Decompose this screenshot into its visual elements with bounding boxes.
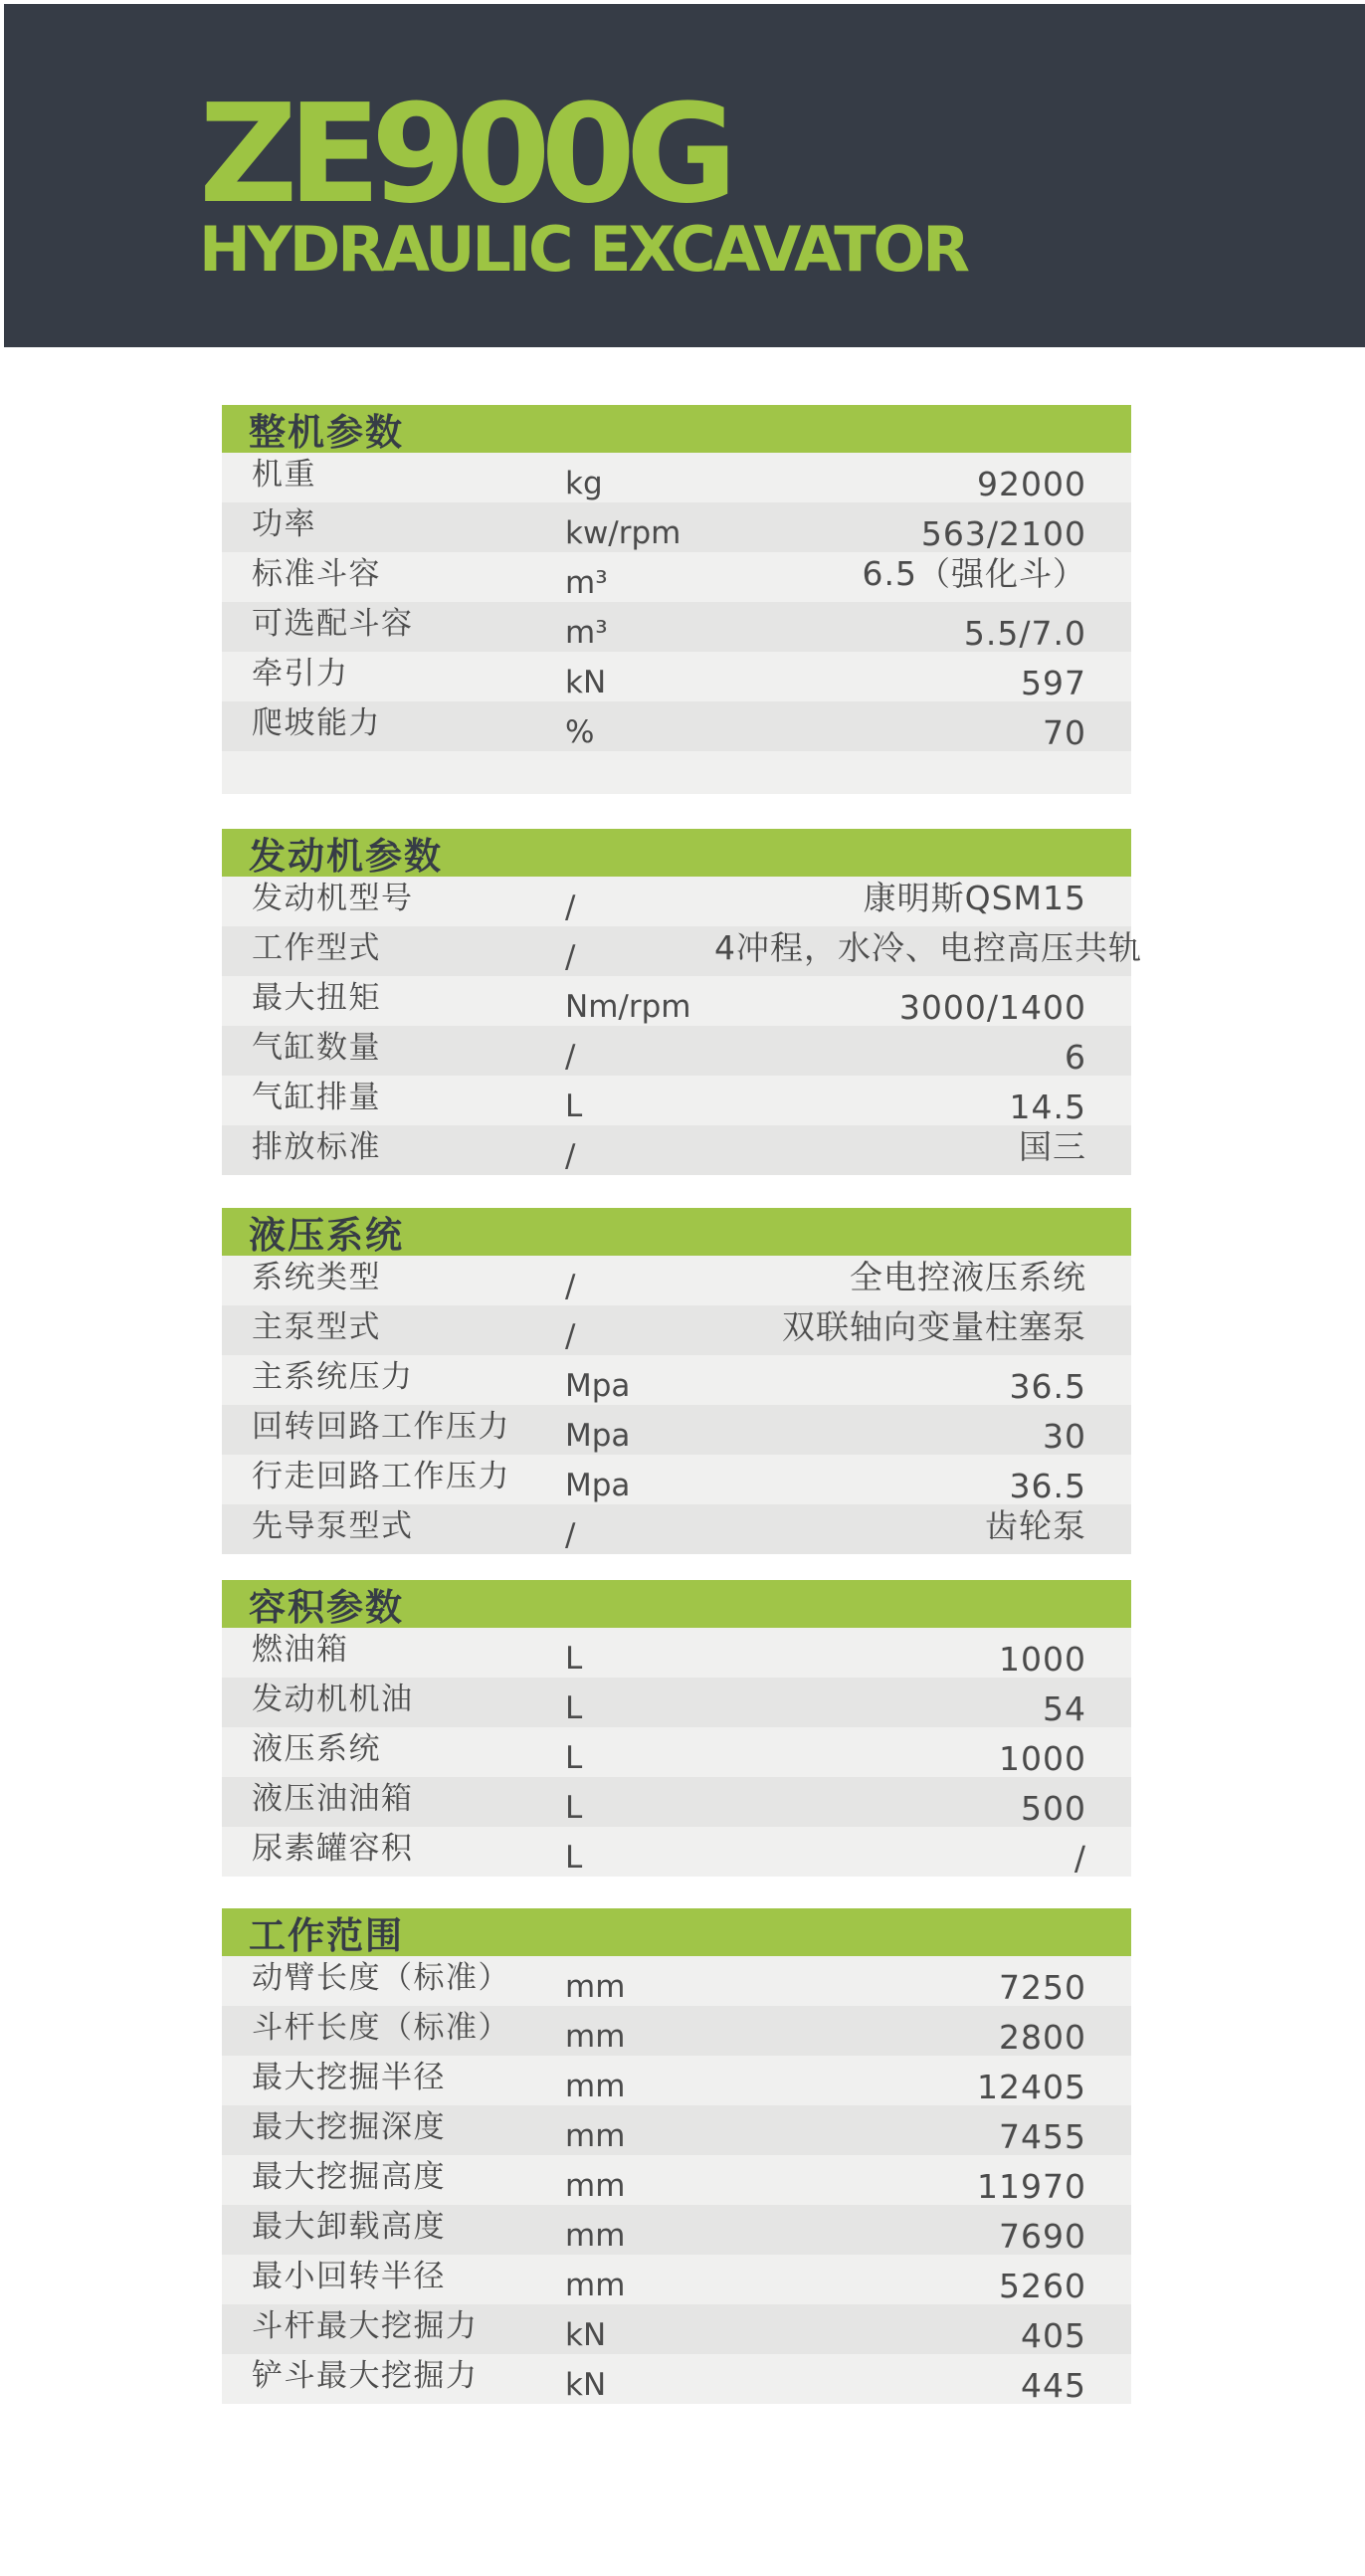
table-row	[222, 2205, 1131, 2255]
spec-value: 445	[1021, 2365, 1086, 2405]
spec-unit: Mpa	[565, 1468, 631, 1503]
spec-unit: m³	[565, 565, 608, 601]
table-row	[222, 1256, 1131, 1305]
spec-value: 36.5	[1009, 1466, 1086, 1505]
table-row	[222, 1727, 1131, 1777]
spec-label: 机重	[252, 456, 316, 493]
table-title: 液压系统	[249, 1214, 404, 1257]
spec-label: 液压油油箱	[252, 1780, 414, 1817]
spec-label: 系统类型	[252, 1259, 381, 1295]
spec-value: 70	[1043, 712, 1086, 752]
spec-label: 燃油箱	[252, 1631, 349, 1668]
spec-value: 6	[1065, 1037, 1086, 1077]
spec-value: /	[1073, 1838, 1086, 1878]
table-row	[222, 652, 1131, 701]
spec-unit: kw/rpm	[565, 515, 682, 551]
spec-value: 4冲程，水冷、电控高压共轨	[714, 927, 1142, 967]
spec-label: 先导泵型式	[252, 1507, 414, 1544]
spec-label: 主泵型式	[252, 1308, 381, 1345]
table-row	[222, 1355, 1131, 1405]
table-engine-parameters	[222, 829, 1142, 1175]
spec-label: 回转回路工作压力	[252, 1408, 510, 1445]
table-row	[222, 1628, 1131, 1678]
table-row	[222, 1405, 1131, 1455]
spec-value: 双联轴向变量柱塞泵	[782, 1306, 1086, 1346]
table-rows	[222, 877, 1142, 1175]
table-row	[222, 453, 1131, 502]
table-row	[222, 701, 1131, 751]
spec-label: 可选配斗容	[252, 605, 414, 642]
table-row	[222, 1777, 1131, 1827]
spec-label: 铲斗最大挖掘力	[252, 2357, 479, 2394]
table-row	[222, 2155, 1131, 2205]
spec-value: 12405	[977, 2067, 1086, 2106]
table-row	[222, 877, 1131, 926]
table-row	[222, 602, 1131, 652]
spec-unit: kN	[565, 2317, 607, 2353]
table-row	[222, 502, 1131, 552]
spec-unit: kN	[565, 665, 607, 700]
spec-label: 工作型式	[252, 929, 381, 966]
table-title: 发动机参数	[249, 835, 443, 878]
table-working-range	[222, 1908, 1131, 2404]
spec-label: 主系统压力	[252, 1358, 414, 1395]
spec-label: 气缸数量	[252, 1029, 381, 1066]
table-title: 容积参数	[249, 1586, 404, 1629]
spec-unit: /	[565, 1039, 576, 1075]
table-row	[222, 1504, 1131, 1554]
spec-unit: kg	[565, 466, 603, 501]
table-rows	[222, 453, 1131, 794]
spec-label: 发动机机油	[252, 1681, 414, 1717]
table-title: 整机参数	[249, 411, 404, 454]
spec-unit: /	[565, 1517, 576, 1553]
model-subtitle: HYDRAULIC EXCAVATOR	[199, 213, 967, 286]
spec-label: 最大卸载高度	[252, 2208, 446, 2245]
hero-banner	[4, 4, 1365, 347]
spec-label: 发动机型号	[252, 880, 414, 916]
spec-unit: mm	[565, 2218, 626, 2254]
spec-value: 54	[1043, 1688, 1086, 1728]
spec-unit: mm	[565, 2268, 626, 2303]
spec-value: 1000	[999, 1738, 1086, 1778]
spec-unit: /	[565, 1318, 576, 1354]
spec-unit: kN	[565, 2367, 607, 2403]
table-header-bar	[222, 405, 1131, 453]
spec-unit: Mpa	[565, 1418, 631, 1454]
spec-unit: /	[565, 890, 576, 925]
spec-label: 动臂长度（标准）	[252, 1959, 510, 1996]
spec-unit: /	[565, 1269, 576, 1304]
spec-unit: %	[565, 714, 595, 750]
table-row	[222, 2255, 1131, 2304]
table-header-bar	[222, 1908, 1131, 1956]
table-row	[222, 2006, 1131, 2056]
spec-value: 7455	[999, 2116, 1086, 2156]
spec-unit: /	[565, 1138, 576, 1174]
spec-value: 6.5（强化斗）	[862, 553, 1086, 593]
spec-label: 行走回路工作压力	[252, 1458, 510, 1494]
table-row	[222, 2105, 1131, 2155]
spec-label: 最大挖掘高度	[252, 2158, 446, 2195]
spec-unit: mm	[565, 2168, 626, 2204]
table-row	[222, 1956, 1131, 2006]
spec-value: 92000	[977, 464, 1086, 503]
spec-value: 齿轮泵	[985, 1505, 1086, 1545]
spec-label: 排放标准	[252, 1128, 381, 1165]
spec-unit: m³	[565, 615, 608, 651]
spec-label: 最大扭矩	[252, 979, 381, 1016]
spec-value: 563/2100	[920, 513, 1086, 553]
table-rows	[222, 1256, 1131, 1554]
spec-value: 14.5	[1009, 1087, 1086, 1126]
table-row	[222, 1678, 1131, 1727]
table-row-empty	[222, 751, 1131, 794]
spec-value: 500	[1021, 1788, 1086, 1828]
spec-value: 1000	[999, 1639, 1086, 1679]
spec-unit: mm	[565, 2118, 626, 2154]
table-row	[222, 2056, 1131, 2105]
spec-label: 最大挖掘半径	[252, 2059, 446, 2095]
spec-unit: mm	[565, 2019, 626, 2055]
spec-unit: /	[565, 939, 576, 975]
spec-value: 11970	[977, 2166, 1086, 2206]
spec-value: 7250	[999, 1967, 1086, 2007]
spec-value: 国三	[1019, 1126, 1086, 1166]
spec-value: 2800	[999, 2017, 1086, 2057]
spec-label: 气缸排量	[252, 1079, 381, 1115]
table-header-bar	[222, 829, 1131, 877]
spec-unit: mm	[565, 2069, 626, 2104]
spec-label: 斗杆最大挖掘力	[252, 2307, 479, 2344]
table-rows	[222, 1956, 1131, 2404]
spec-label: 尿素罐容积	[252, 1830, 414, 1867]
spec-value: 36.5	[1009, 1366, 1086, 1406]
table-row	[222, 926, 1142, 976]
spec-unit: mm	[565, 1969, 626, 2005]
spec-unit: L	[565, 1690, 583, 1726]
spec-label: 斗杆长度（标准）	[252, 2009, 510, 2046]
spec-unit: L	[565, 1790, 583, 1826]
table-row	[222, 1026, 1131, 1076]
table-capacity-parameters	[222, 1580, 1131, 1877]
spec-value: 5260	[999, 2266, 1086, 2305]
table-row	[222, 976, 1131, 1026]
spec-label: 液压系统	[252, 1730, 381, 1767]
table-rows	[222, 1628, 1131, 1877]
spec-label: 功率	[252, 505, 316, 542]
spec-value: 405	[1021, 2315, 1086, 2355]
spec-value: 30	[1043, 1416, 1086, 1456]
spec-unit: L	[565, 1840, 583, 1876]
spec-value: 康明斯QSM15	[863, 878, 1086, 917]
spec-label: 标准斗容	[252, 555, 381, 592]
spec-unit: L	[565, 1740, 583, 1776]
table-row	[222, 2354, 1131, 2404]
spec-label: 最小回转半径	[252, 2258, 446, 2294]
table-header-bar	[222, 1208, 1131, 1256]
table-row	[222, 2304, 1131, 2354]
table-row	[222, 1076, 1131, 1125]
table-row	[222, 1827, 1131, 1877]
spec-value: 3000/1400	[898, 987, 1086, 1027]
spec-value: 7690	[999, 2216, 1086, 2256]
table-header-bar	[222, 1580, 1131, 1628]
spec-label: 最大挖掘深度	[252, 2108, 446, 2145]
model-name: ZE900G	[199, 76, 728, 234]
spec-value: 597	[1021, 663, 1086, 702]
spec-unit: L	[565, 1641, 583, 1677]
spec-unit: Nm/rpm	[565, 989, 691, 1025]
spec-tables	[222, 405, 1142, 2405]
table-row	[222, 1455, 1131, 1504]
spec-unit: Mpa	[565, 1368, 631, 1404]
table-hydraulic-system	[222, 1208, 1131, 1554]
spec-label: 牵引力	[252, 655, 349, 692]
spec-value: 全电控液压系统	[850, 1257, 1086, 1296]
table-row	[222, 1305, 1131, 1355]
spec-unit: L	[565, 1089, 583, 1124]
table-overall-parameters	[222, 405, 1131, 794]
spec-value: 5.5/7.0	[963, 613, 1086, 653]
spec-label: 爬坡能力	[252, 704, 381, 741]
table-row	[222, 552, 1131, 602]
table-title: 工作范围	[249, 1914, 404, 1957]
table-row	[222, 1125, 1131, 1175]
